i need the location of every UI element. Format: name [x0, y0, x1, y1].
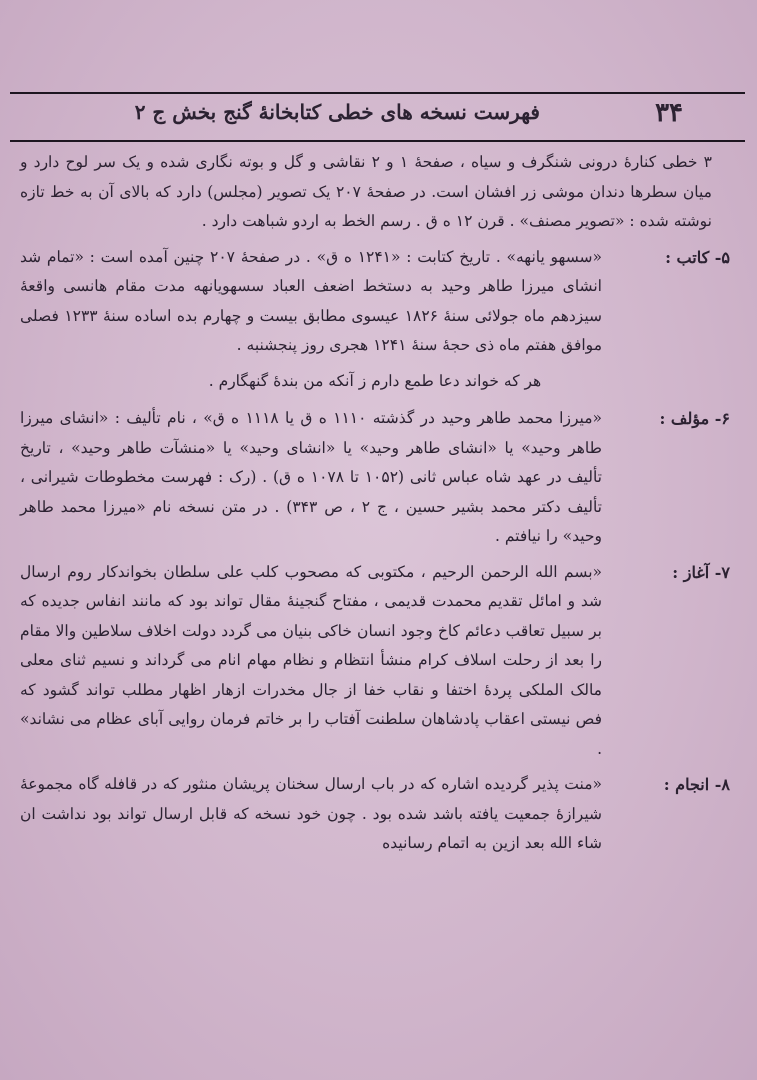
entry-text: «بسم الله الرحمن الرحیم ، مکتوبی که مصحوب کلب علی سلطان بخواندکار روم ارسال شد و امائل تقدیم محمدت قدیمی ، مفتاح گنجینهٔ مقال تواند بود که مانند انفاس جدیده که بر سبیل تعاقب دعائم کاخ وجود انسان خاکی بنیان می گردد دولت اخلاف سلاطین والا مقام را بعد از رحلت اسلاف کرام منشأ انتظام و نظام مهام انام می گرداند و نسیم ثنای معلی مالک الملکی پردهٔ اختفا و نقاب خفا از جال مخدرات ازهار اظهار مطلب تواند گشود که فص نیستی اعقاب پادشاهان سلطنت آفتاب را بر خاتم فرمان روایی آبای عظام می نشاند» .	[20, 562, 602, 758]
page-header	[10, 92, 745, 142]
entry-text: «سسهو یانهه» . تاریخ کتابت : «۱۲۴۱ ه ق» . در صفحهٔ ۲۰۷ چنین آمده است : «تمام شد انشای میرزا طاهر وحید به دستخط اضعف العباد سسهویانهه مدت مقام هانسی واقعهٔ سیزدهم ماه جولائی سنهٔ ۱۸۲۶ عیسوی مطابق بیست و چهارم بده اساده سنهٔ ۱۲۳۳ فصلی موافق هفتم ماه ذی حجهٔ سنهٔ ۱۲۴۱ هجری روز پنجشنبه .	[20, 247, 602, 354]
entry-label: ۸- انجام :	[663, 775, 730, 794]
entry-label: ۵- کاتب :	[665, 247, 730, 267]
entry-text: «میرزا محمد طاهر وحید در گذشته ۱۱۱۰ ه ق یا ۱۱۱۸ ه ق» ، نام تألیف : «انشای میرزا طاهر وحید» یا «انشای طاهر وحید» یا «انشای وحید» یا «منشآت طاهر وحید» ، تاریخ تألیف در عهد شاه عباس ثانی (۱۰۵۲ تا ۱۰۷۸ ه ق) . (رک : فهرست مخطوطات شیرانی ، تألیف دکتر محمد بشیر حسین ، ج ۲ ، ص ۳۴۳) . در متن نسخه نام «میرزا محمد طاهر وحید» را نیافتم .	[20, 409, 602, 545]
intro-paragraph: ۳ خطی کنارهٔ درونی شنگرف و سیاه ، صفحهٔ ۱ و ۲ نقاشی و گل و بوته نگاری شده و یک سر لوح دارد و میان سطرها دندان موشی زر افشان است. در صفحهٔ ۲۰۷ یک تصویر (مجلس) دارد که بالای آن به خط تازه نوشته شده : «تصویر مصنف» . قرن ۱۲ ه ق . رسم الخط به اردو شباهت دارد .	[20, 153, 712, 230]
verse-line: هر که خواند دعا طمع دارم ز آنکه من بندهٔ گنهگارم .	[208, 371, 542, 390]
entry-katib	[20, 243, 730, 361]
entry-aghaz	[20, 558, 730, 765]
entry-label: ۶- مؤلف :	[659, 409, 730, 428]
entry-label: ۷- آغاز :	[672, 562, 730, 582]
entry-moallef	[20, 404, 730, 552]
running-title: فهرست نسخه های خطی کتابخانهٔ گنج بخش ج ۲	[134, 100, 540, 124]
entry-text: «منت پذیر گردیده اشاره که در باب ارسال سخنان پریشان منثور که در قافله گاه مجموعهٔ شیرازهٔ جمعیت یافته باشد شده بود . چون خود نسخه که قابل ارسال تواند بود نداشت ان شاء الله بعد ازین به اتمام رسانیده	[20, 775, 602, 852]
page-body	[20, 148, 730, 865]
page-number: ۳۴	[655, 98, 683, 128]
entry-anjam	[20, 770, 730, 859]
